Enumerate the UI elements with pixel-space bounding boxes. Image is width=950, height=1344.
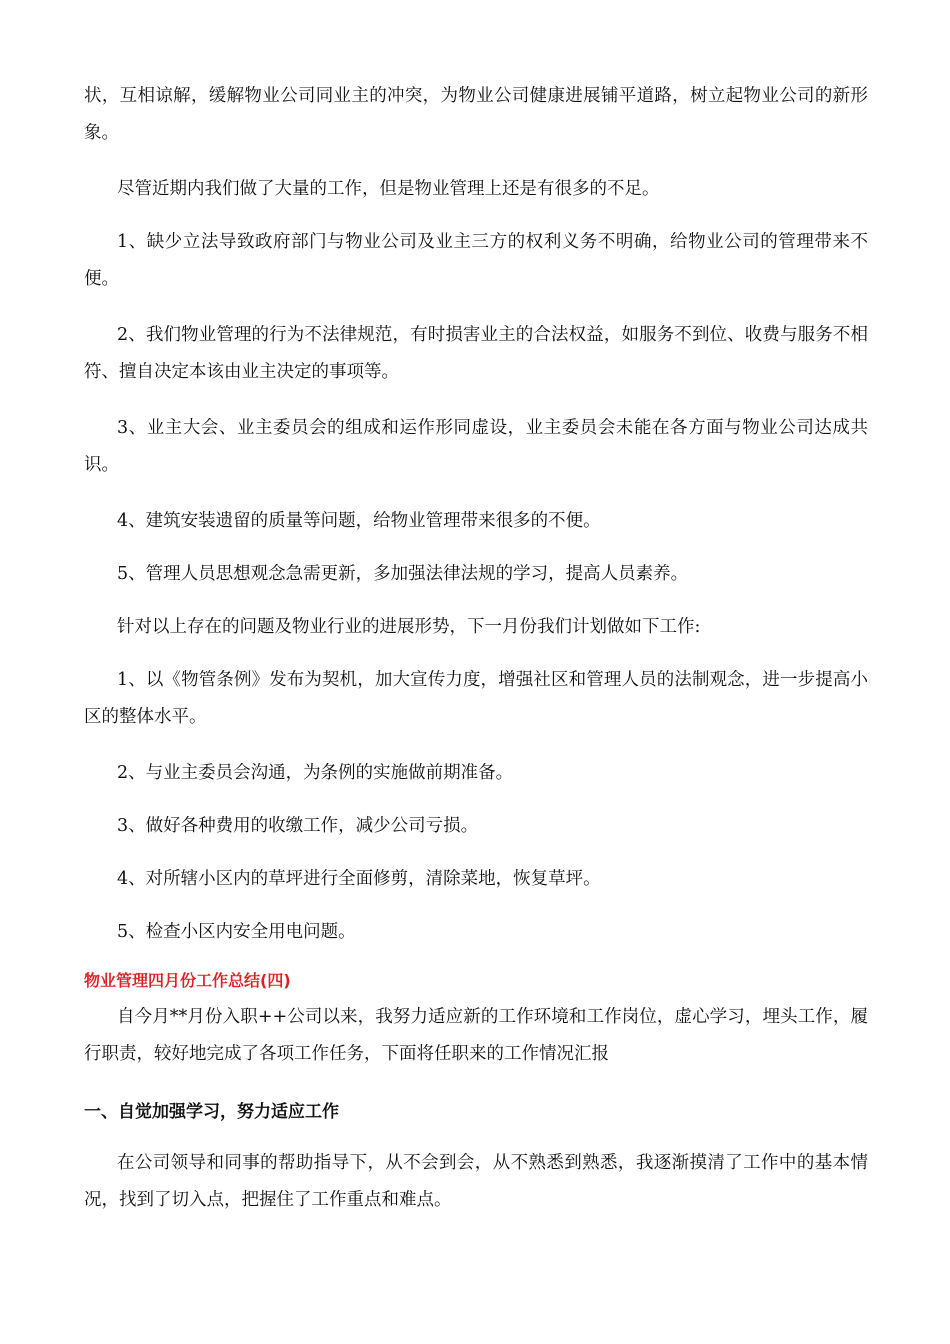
paragraph-plan-1: 1、以《物管条例》发布为契机，加大宣传力度，增强社区和管理人员的法制观念，进一步提高小区的整体水平。 — [84, 670, 868, 727]
paragraph-plan-3: 3、做好各种费用的收缴工作，减少公司亏损。 — [117, 816, 479, 836]
heading-learning: 一、自觉加强学习，努力适应工作 — [84, 1102, 339, 1122]
paragraph-plan-5: 5、检查小区内安全用电问题。 — [117, 922, 356, 942]
paragraph-shortcoming-1: 1、缺少立法导致政府部门与物业公司及业主三方的权利义务不明确，给物业公司的管理带来不便。 — [84, 232, 868, 289]
paragraph-plan-intro: 针对以上存在的问题及物业行业的进展形势，下一月份我们计划做如下工作: — [117, 617, 701, 637]
paragraph-shortcoming-5: 5、管理人员思想观念急需更新，多加强法律法规的学习，提高人员素养。 — [117, 564, 689, 584]
paragraph-plan-4: 4、对所辖小区内的草坪进行全面修剪，清除菜地，恢复草坪。 — [117, 869, 601, 889]
section-title: 物业管理四月份工作总结(四) — [84, 971, 291, 990]
paragraph-shortcomings-intro: 尽管近期内我们做了大量的工作，但是物业管理上还是有很多的不足。 — [117, 179, 660, 199]
paragraph-shortcoming-3: 3、业主大会、业主委员会的组成和运作形同虚设，业主委员会未能在各方面与物业公司达成共识。 — [84, 418, 868, 475]
paragraph-learning-body: 在公司领导和同事的帮助指导下，从不会到会，从不熟悉到熟悉，我逐渐摸清了工作中的基本情况，找到了切入点，把握住了工作重点和难点。 — [84, 1153, 868, 1210]
paragraph-plan-2: 2、与业主委员会沟通，为条例的实施做前期准备。 — [117, 763, 514, 783]
paragraph-shortcoming-2: 2、我们物业管理的行为不法律规范，有时损害业主的合法权益，如服务不到位、收费与服务不相符、擅自决定本该由业主决定的事项等。 — [84, 325, 868, 382]
paragraph-intro: 自今月**月份入职++公司以来，我努力适应新的工作环境和工作岗位，虚心学习，埋头工作，履行职责，较好地完成了各项工作任务，下面将任职来的工作情况汇报 — [84, 1007, 868, 1064]
paragraph-shortcoming-4: 4、建筑安装遗留的质量等问题，给物业管理带来很多的不便。 — [117, 511, 601, 531]
paragraph-continuation: 状，互相谅解，缓解物业公司同业主的冲突，为物业公司健康进展铺平道路，树立起物业公司的新形象。 — [84, 86, 868, 143]
